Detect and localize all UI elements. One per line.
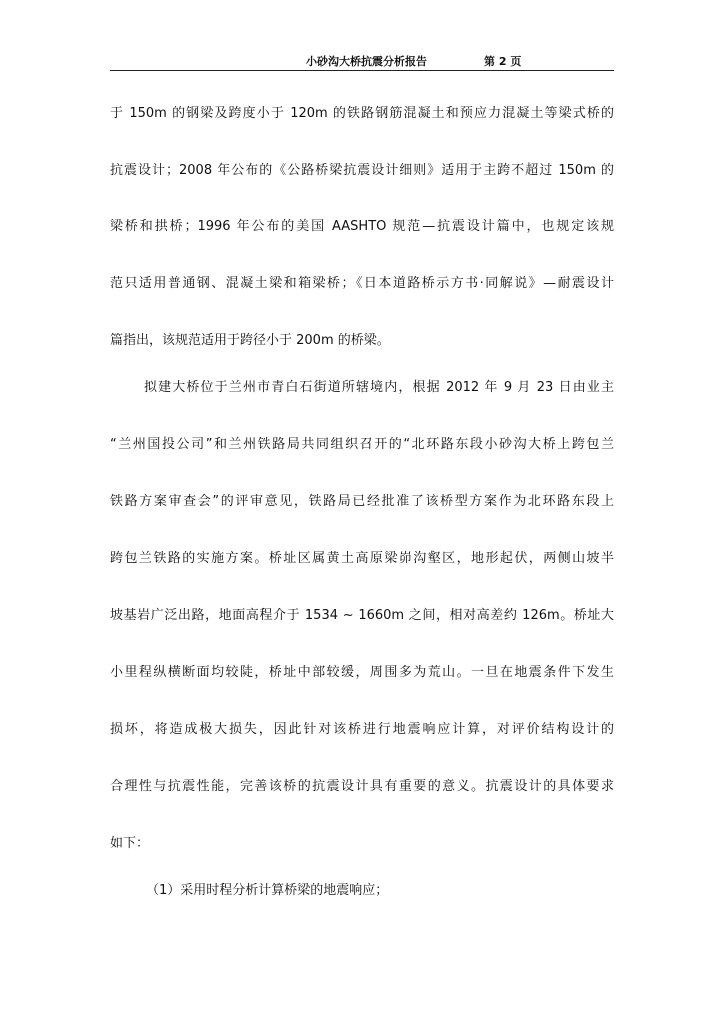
body-line: “兰州国投公司”和兰州铁路局共同组织召开的“北环路东段小砂沟大桥上跨包兰 [110,437,614,452]
page-header [110,50,614,71]
page-number: 第 2 页 [484,55,522,68]
body-line: 范只适用普通钢、混凝土梁和箱梁桥；《日本道路桥示方书·同解说》—耐震设计 [110,276,614,291]
body-line: 于 150m 的钢梁及跨度小于 120m 的铁路钢筋混凝土和预应力混凝土等梁式桥的 [110,106,614,121]
body-line: 梁桥和拱桥；1996 年公布的美国 AASHTO 规范—抗震设计篇中，也规定该规 [110,219,614,234]
list-item: （1）采用时程分析计算桥梁的地震响应； [146,883,389,898]
paragraph-first-line: 拟建大桥位于兰州市青白石街道所辖境内，根据 2012 年 9 月 23 日由业主 [144,380,614,395]
header-title: 小砂沟大桥抗震分析报告 [306,55,427,68]
body-line: 合理性与抗震性能，完善该桥的抗震设计具有重要的意义。抗震设计的具体要求 [110,779,614,794]
body-line: 跨包兰铁路的实施方案。桥址区属黄土高原梁峁沟壑区，地形起伏，两侧山坡半 [110,551,614,566]
body-line: 坡基岩广泛出路，地面高程介于 1534 ~ 1660m 之间，相对高差约 126m。桥址大 [110,608,614,623]
body-line: 篇指出，该规范适用于跨径小于 200m 的桥梁。 [110,333,390,348]
body-line: 铁路方案审查会”的评审意见，铁路局已经批准了该桥型方案作为北环路东段上 [110,494,614,509]
body-line: 小里程纵横断面均较陡，桥址中部较缓，周围多为荒山。一旦在地震条件下发生 [110,665,614,680]
body-line: 如下： [110,836,150,851]
body-line: 抗震设计；2008 年公布的《公路桥梁抗震设计细则》适用于主跨不超过 150m 的 [110,163,614,178]
body-line: 损坏，将造成极大损失，因此针对该桥进行地震响应计算，对评价结构设计的 [110,722,614,737]
